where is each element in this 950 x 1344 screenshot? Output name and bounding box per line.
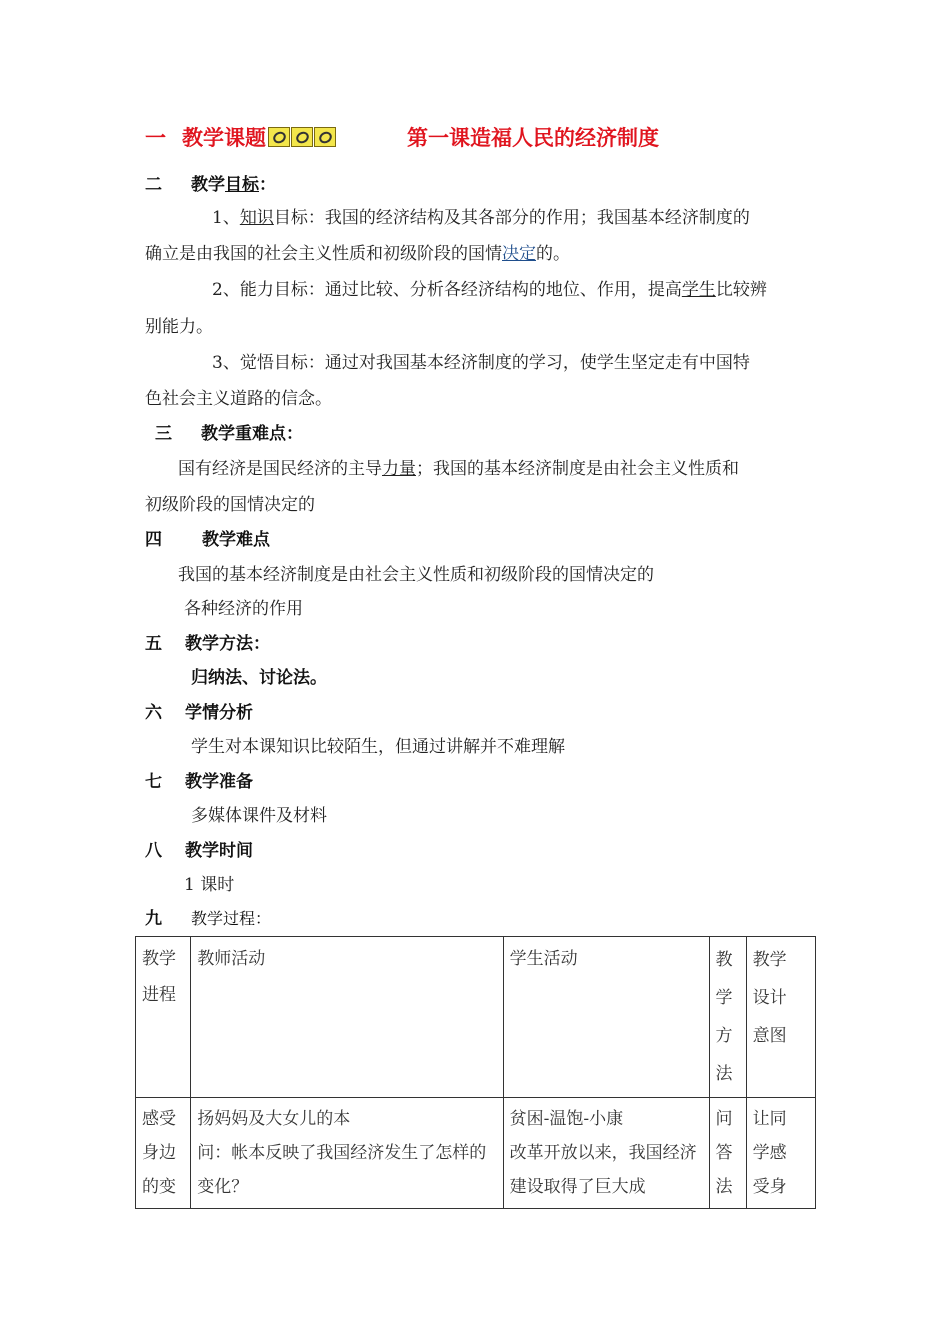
cell-intent: 让同学感受身: [746, 1098, 815, 1209]
cell-student: 贫困-温饱-小康 改革开放以来，我国经济建设取得了巨大成: [503, 1098, 709, 1209]
goal-ability-line2: 别能力。: [145, 317, 213, 337]
table-header-row: [136, 937, 816, 1098]
section-goals-heading: 二 教学目标：: [145, 175, 276, 195]
cell-teacher: 扬妈妈及大女儿的本 问：帐本反映了我国经济发生了怎样的变化？: [191, 1098, 503, 1209]
method-body: 归纳法、讨论法。: [191, 668, 327, 688]
lesson-name: 第一课造福人民的经济制度: [407, 126, 659, 150]
header-teacher: 教师活动: [191, 937, 503, 1098]
header-intent: 教学设计意图: [746, 937, 815, 1098]
section-difficulty-heading: 四 教学难点: [145, 530, 270, 550]
section-time-heading: 八 教学时间: [145, 841, 253, 861]
difficulty-line2: 各种经济的作用: [184, 599, 303, 619]
keypoints-line2: 初级阶段的国情决定的: [145, 495, 315, 515]
section-prep-heading: 七 教学准备: [145, 772, 253, 792]
goal-knowledge-line1: 1、知识目标：我国的经济结构及其各部分的作用；我国基本经济制度的: [212, 208, 750, 228]
process-table: [135, 936, 816, 1209]
difficulty-line1: 我国的基本经济制度是由社会主义性质和初级阶段的国情决定的: [178, 565, 654, 585]
decision-link[interactable]: 决定: [502, 244, 536, 264]
stamp-icons: [268, 127, 337, 152]
prep-body: 多媒体课件及材料: [191, 806, 327, 826]
section-process-heading: 九 教学过程：: [145, 909, 272, 929]
title-label: 教学课题: [182, 126, 266, 150]
header-stage: 教学进程: [136, 937, 191, 1098]
stamp-icon: [314, 127, 336, 147]
header-method: 教学方法: [709, 937, 746, 1098]
stamp-icon: [268, 127, 290, 147]
time-body: 1 课时: [184, 875, 235, 895]
title-prefix: 一: [145, 126, 166, 150]
goal-knowledge-line2: 确立是由我国的社会主义性质和初级阶段的国情决定的。: [145, 244, 570, 264]
section-analysis-heading: 六 学情分析: [145, 703, 253, 723]
stamp-icon: [291, 127, 313, 147]
lesson-title: [145, 122, 659, 152]
cell-stage: 感受身边的变: [136, 1098, 191, 1209]
goal-awareness-line2: 色社会主义道路的信念。: [145, 389, 332, 409]
table-row: [136, 1098, 816, 1209]
analysis-body: 学生对本课知识比较陌生，但通过讲解并不难理解: [191, 737, 565, 757]
keypoints-line1: 国有经济是国民经济的主导力量；我国的基本经济制度是由社会主义性质和: [178, 459, 739, 479]
header-student: 学生活动: [503, 937, 709, 1098]
cell-method: 问答法: [709, 1098, 746, 1209]
goal-ability-line1: 2、能力目标：通过比较、分析各经济结构的地位、作用，提高学生比较辨: [212, 280, 767, 300]
section-method-heading: 五 教学方法：: [145, 634, 270, 654]
section-keypoints-heading: 三 教学重难点：: [155, 424, 303, 444]
goal-awareness-line1: 3、觉悟目标：通过对我国基本经济制度的学习，使学生坚定走有中国特: [212, 353, 750, 373]
